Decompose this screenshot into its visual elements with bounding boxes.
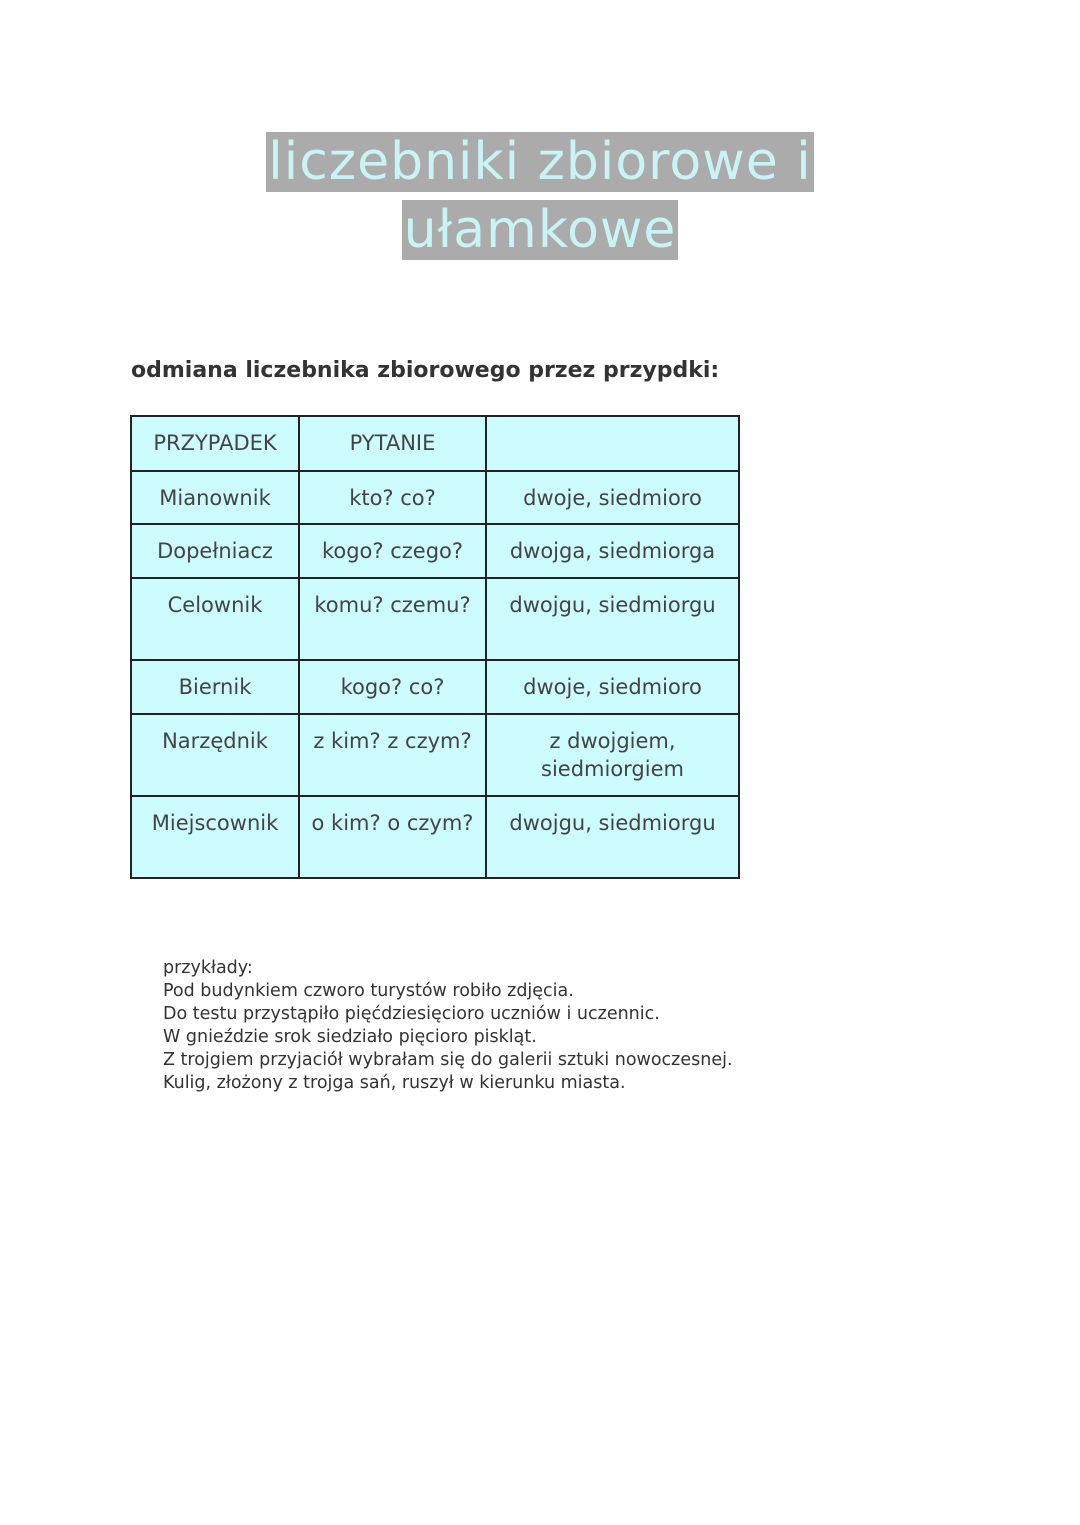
header-empty [486, 416, 739, 471]
example-sentence: Kulig, złożony z trojga sań, ruszył w kierunku miasta. [163, 1073, 626, 1093]
table-row [131, 796, 739, 878]
case-cell: Dopełniacz [131, 524, 299, 578]
form-cell: dwojga, siedmiorga [486, 524, 739, 578]
case-cell: Biernik [131, 660, 299, 714]
question-cell: komu? czemu? [299, 578, 486, 660]
table-row [131, 578, 739, 660]
question-cell: kogo? czego? [299, 524, 486, 578]
question-cell: kogo? co? [299, 660, 486, 714]
case-cell: Mianownik [131, 471, 299, 524]
examples-heading: przykłady: [163, 958, 253, 978]
declension-table [130, 415, 740, 879]
form-cell: dwojgu, siedmiorgu [486, 796, 739, 878]
section-heading: odmiana liczebnika zbiorowego przez przypdki: [131, 358, 720, 383]
question-cell: o kim? o czym? [299, 796, 486, 878]
header-case: PRZYPADEK [131, 416, 299, 471]
table-row [131, 524, 739, 578]
table-row [131, 714, 739, 796]
form-cell: dwojgu, siedmiorgu [486, 578, 739, 660]
example-sentence: Z trojgiem przyjaciół wybrałam się do galerii sztuki nowoczesnej. [163, 1050, 733, 1070]
form-cell: dwoje, siedmioro [486, 471, 739, 524]
example-sentence: W gnieździe srok siedziało pięcioro piskląt. [163, 1027, 537, 1047]
examples-block [163, 957, 733, 1095]
form-cell: dwoje, siedmioro [486, 660, 739, 714]
page-title [0, 128, 1080, 264]
form-cell: z dwojgiem, siedmiorgiem [486, 714, 739, 796]
title-line-2: ułamkowe [403, 200, 677, 260]
case-cell: Narzędnik [131, 714, 299, 796]
title-line-1: liczebniki zbiorowe i [268, 132, 812, 192]
case-cell: Celownik [131, 578, 299, 660]
example-sentence: Do testu przystąpiło pięćdziesięcioro uczniów i uczennic. [163, 1004, 660, 1024]
case-cell: Miejscownik [131, 796, 299, 878]
question-cell: z kim? z czym? [299, 714, 486, 796]
table-row [131, 660, 739, 714]
table-header-row [131, 416, 739, 471]
question-cell: kto? co? [299, 471, 486, 524]
example-sentence: Pod budynkiem czworo turystów robiło zdjęcia. [163, 981, 574, 1001]
header-question: PYTANIE [299, 416, 486, 471]
table-row [131, 471, 739, 524]
